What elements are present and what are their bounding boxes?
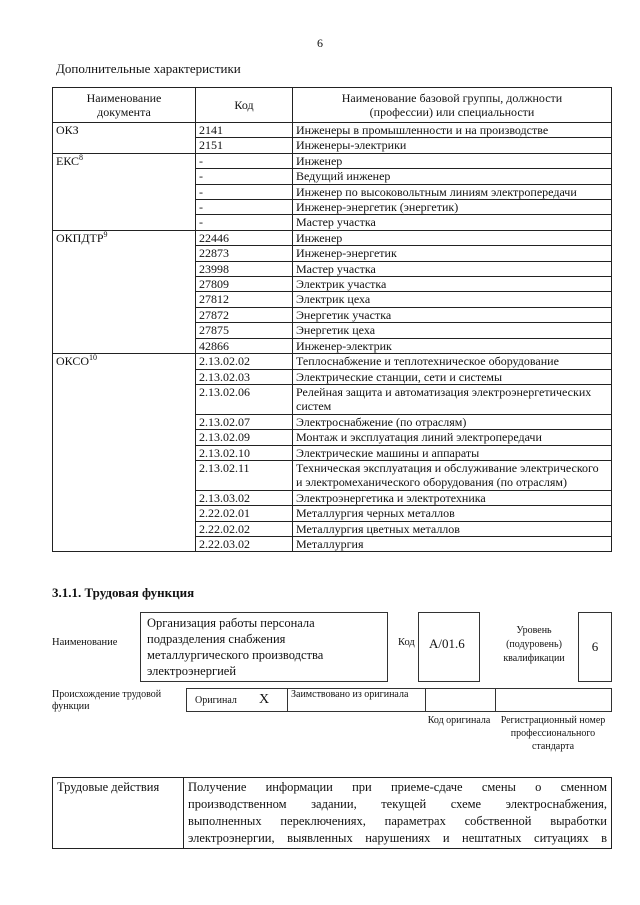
function-name: Организация работы персонала подразделения снабжения металлургического производства электроэнергией [140, 612, 388, 682]
name-cell: Теплоснабжение и теплотехническое оборудование [293, 354, 612, 369]
code-cell: 2.22.03.02 [196, 536, 293, 551]
table-row [53, 230, 612, 245]
name-cell: Электрик цеха [293, 292, 612, 307]
code-cell: - [196, 184, 293, 199]
name-label: Наименование [52, 637, 118, 648]
characteristics-table [52, 87, 612, 552]
page-number: 6 [317, 36, 323, 50]
footnote-ref: 8 [79, 152, 84, 162]
code-cell: 2.13.02.10 [196, 445, 293, 460]
function-code: А/01.6 [418, 612, 480, 682]
borrowed-label: Заимствовано из оригинала [291, 689, 409, 700]
name-cell: Электрические станции, сети и системы [293, 369, 612, 384]
action-line: производственном задании, текущей схеме электроснабжения, [188, 797, 607, 811]
code-cell: - [196, 153, 293, 168]
name-cell: Инженер по высоковольтным линиям электропередачи [293, 184, 612, 199]
section-title: 3.1.1. Трудовая функция [52, 585, 195, 600]
name-cell: Электроэнергетика и электротехника [293, 490, 612, 505]
code-cell: 22873 [196, 246, 293, 261]
code-cell: - [196, 200, 293, 215]
name-cell: Релейная защита и автоматизация электроэнергетических систем [293, 384, 612, 414]
original-label: Оригинал [195, 695, 237, 706]
header-name: Наименование базовой группы, должности (профессии) или специальности [293, 88, 612, 123]
footnote-ref: 10 [89, 353, 98, 363]
origin-code-caption: Код оригинала [427, 715, 491, 726]
original-mark: X [259, 692, 270, 707]
table-row [53, 354, 612, 369]
name-cell: Электрические машины и аппараты [293, 445, 612, 460]
name-cell: Металлургия черных металлов [293, 506, 612, 521]
code-cell: 27875 [196, 323, 293, 338]
action-line: электроэнергии, выявленных нарушениях и нештатных ситуациях в [188, 831, 607, 845]
table-row [53, 123, 612, 138]
code-cell: - [196, 169, 293, 184]
level-value: 6 [578, 612, 612, 682]
code-cell: - [196, 215, 293, 230]
name-cell: Техническая эксплуатация и обслуживание электрического и электромеханического оборудования (по отраслям) [293, 460, 612, 490]
name-cell: Инженеры в промышленности и на производстве [293, 123, 612, 138]
name-cell: Металлургия цветных металлов [293, 521, 612, 536]
table-row [53, 153, 612, 168]
name-cell: Инженер [293, 230, 612, 245]
doc-name: ОКСО [56, 354, 90, 369]
name-cell: Ведущий инженер [293, 169, 612, 184]
actions-table [52, 777, 612, 849]
code-cell: 2.13.02.09 [196, 430, 293, 445]
action-line: выполненных переключениях, параметрах собственной выработки [188, 814, 607, 828]
name-cell: Монтаж и эксплуатация линий электропередачи [293, 430, 612, 445]
name-cell: Металлургия [293, 536, 612, 551]
level-label: Уровень (подуровень) квалификации [503, 625, 565, 664]
actions-text [184, 778, 612, 849]
code-cell: 2151 [196, 138, 293, 153]
name-cell: Энергетик участка [293, 307, 612, 322]
doc-cell [53, 123, 196, 154]
name-cell: Инженер-электрик [293, 338, 612, 353]
name-cell: Инженер [293, 153, 612, 168]
header-doc: Наименование документа [53, 88, 196, 123]
name-cell: Электрик участка [293, 277, 612, 292]
code-cell: 22446 [196, 230, 293, 245]
code-cell: 27809 [196, 277, 293, 292]
name-cell: Инженеры-электрики [293, 138, 612, 153]
name-cell: Инженер-энергетик (энергетик) [293, 200, 612, 215]
name-cell: Мастер участка [293, 261, 612, 276]
origin-row [186, 688, 612, 712]
code-cell: 2.13.02.03 [196, 369, 293, 384]
doc-cell [53, 354, 196, 552]
header-code: Код [196, 88, 293, 123]
name-cell: Энергетик цеха [293, 323, 612, 338]
code-cell: 2.13.02.06 [196, 384, 293, 414]
code-cell: 2.13.02.02 [196, 354, 293, 369]
code-cell: 2141 [196, 123, 293, 138]
name-cell: Инженер-энергетик [293, 246, 612, 261]
doc-name: ОКПДТР [56, 230, 104, 245]
code-cell: 2.22.02.02 [196, 521, 293, 536]
doc-name: ОКЗ [56, 123, 79, 137]
name-cell: Мастер участка [293, 215, 612, 230]
code-label: Код [398, 637, 415, 648]
actions-label: Трудовые действия [53, 778, 184, 849]
code-cell: 27812 [196, 292, 293, 307]
code-cell: 2.13.02.07 [196, 414, 293, 429]
doc-cell [53, 153, 196, 230]
doc-name: ЕКС [56, 153, 80, 168]
code-cell: 42866 [196, 338, 293, 353]
name-cell: Электроснабжение (по отраслям) [293, 414, 612, 429]
doc-cell [53, 230, 196, 353]
code-cell: 27872 [196, 307, 293, 322]
action-line: Получение информации при приеме-сдаче смены о сменном [188, 780, 607, 794]
reg-number-caption: Регистрационный номер профессионального стандарта [500, 715, 606, 752]
code-cell: 2.13.03.02 [196, 490, 293, 505]
subtitle: Дополнительные характеристики [56, 61, 241, 76]
code-cell: 2.13.02.11 [196, 460, 293, 490]
code-cell: 2.22.02.01 [196, 506, 293, 521]
origin-label: Происхождение трудовой функции [52, 689, 162, 712]
code-cell: 23998 [196, 261, 293, 276]
footnote-ref: 9 [103, 229, 108, 239]
